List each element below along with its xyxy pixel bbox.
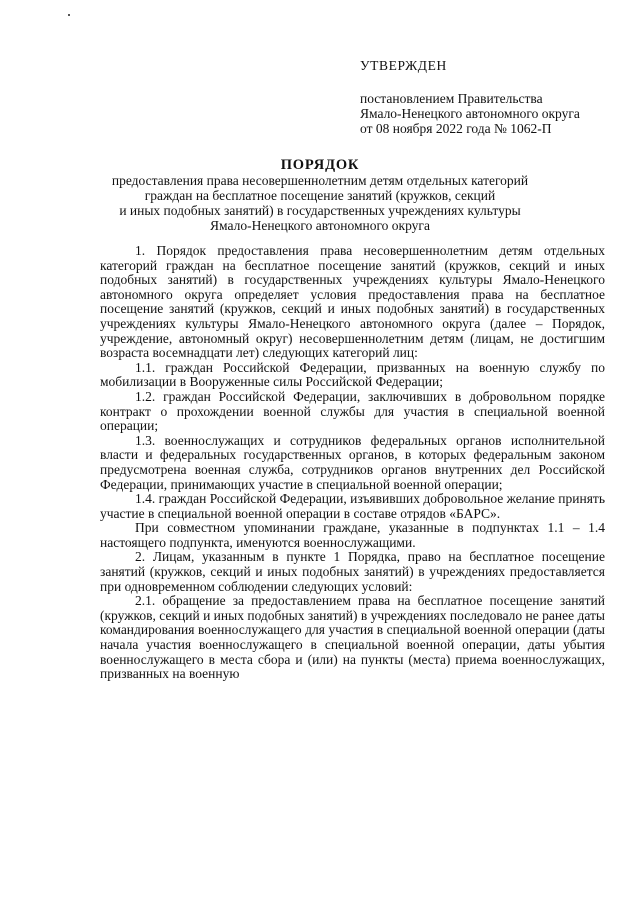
paragraph-1-2: 1.2. граждан Российской Федерации, заключивших в добровольном порядке контракт о прохождении военной службы для участия в специальной военной операции;: [100, 388, 605, 434]
approved-stamp-heading: УТВЕРЖДЕН: [360, 58, 447, 73]
paragraph-1-3: 1.3. военнослужащих и сотрудников федеральных органов исполнительной власти и федеральных государственных органов, в которых федеральным законом предусмотрена военная служба, сотрудников органов внутренних дел Российской Федерации, принимающих участие в специальной военной операции;: [100, 432, 605, 492]
paragraph-2: 2. Лицам, указанным в пункте 1 Порядка, право на бесплатное посещение занятий (кружков, секций и иных подобных занятий) в учреждениях предоставляется при одновременном соблюдении следующих условий:: [100, 549, 605, 594]
scan-speck: [68, 14, 70, 16]
decree-line: постановлением Правительства: [360, 91, 543, 106]
document-body: [100, 244, 605, 682]
paragraph-2-1: 2.1. обращение за предоставлением права на бесплатное посещение занятий (кружков, секций и иных подобных занятий) в учреждениях последовало не ранее даты командирования военнослужащего для участия в специальной военной операции (даты начала участия военнослужащего в специальной военной операции, даты убытия военнослужащего в места сбора и (или) на пункты (места) приема военнослужащих, призванных на военную: [100, 593, 605, 682]
subtitle-line: и иных подобных занятий) в государственных учреждениях культуры: [119, 203, 521, 218]
document-title: ПОРЯДОК: [280, 157, 360, 173]
subtitle-line: граждан на бесплатное посещение занятий (кружков, секций: [144, 188, 496, 203]
subtitle-line: предоставления права несовершеннолетним детям отдельных категорий: [111, 173, 529, 188]
decree-reference: [360, 91, 580, 136]
paragraph-note: При совместном упоминании граждане, указанные в подпунктах 1.1 – 1.4 настоящего подпункта, именуются военнослужащими.: [100, 520, 605, 550]
subtitle-line: Ямало-Ненецкого автономного округа: [210, 218, 430, 233]
decree-line: от 08 ноября 2022 года № 1062-П: [360, 121, 552, 136]
paragraph-1: 1. Порядок предоставления права несовершеннолетним детям отдельных категорий граждан на бесплатное посещение занятий (кружков, секций и иных подобных занятий) в государственных учреждениях культуры Ямало-Ненецкого автономного округа определяет условия предоставления права на бесплатное посещение занятий (кружков, секций и иных подобных занятий) в государственных учреждениях культуры Ямало-Ненецкого автономного округа (далее – Порядок, учреждение, автономный округ) несовершеннолетним детям (лицам, не достигшим возраста восемнадцати лет) следующих категорий лиц:: [100, 243, 605, 361]
paragraph-1-4: 1.4. граждан Российской Федерации, изъявивших добровольное желание принять участие в специальной военной операции в составе отрядов «БАРС».: [100, 491, 605, 521]
decree-line: Ямало-Ненецкого автономного округа: [360, 106, 580, 121]
paragraph-1-1: 1.1. граждан Российской Федерации, призванных на военную службу по мобилизации в Вооруженные силы Российской Федерации;: [100, 359, 605, 390]
document-subtitle: [100, 173, 540, 233]
